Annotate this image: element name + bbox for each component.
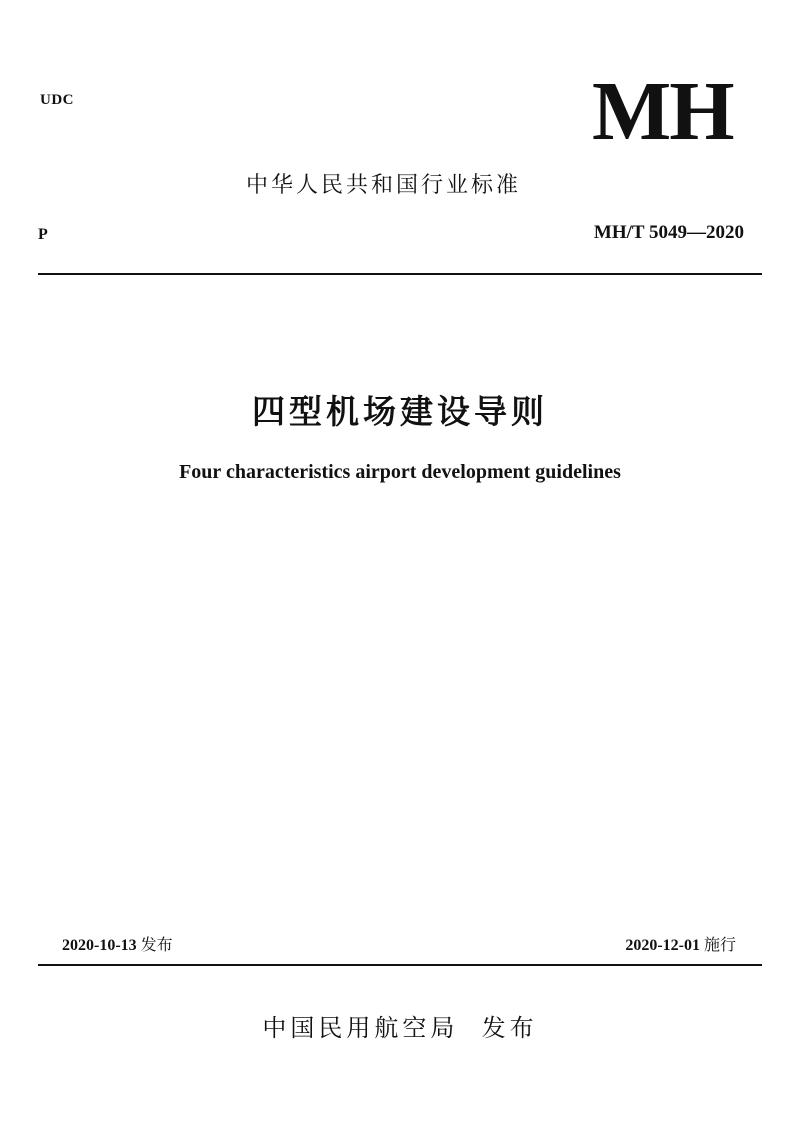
mh-logo: MH <box>592 65 733 158</box>
implement-date-block <box>625 932 736 955</box>
udc-label: UDC <box>40 92 74 108</box>
issuer-line <box>0 1008 800 1043</box>
document-title-english: Four characteristics airport development guidelines <box>179 461 621 483</box>
classification-code: P <box>38 226 48 243</box>
document-title-chinese: 四型机场建设导则 <box>252 392 548 431</box>
implement-label: 施行 <box>703 935 736 954</box>
bottom-divider <box>38 964 762 966</box>
implement-date: 2020-12-01 <box>625 937 700 954</box>
issue-date: 2020-10-13 <box>62 937 137 954</box>
issuer-name: 中国民用航空局 <box>262 1014 459 1042</box>
issue-date-block <box>62 932 173 955</box>
top-divider <box>38 273 762 275</box>
standard-number: MH/T 5049—2020 <box>593 222 744 243</box>
standard-category: 中华人民共和国行业标准 <box>246 173 522 198</box>
issue-label: 发布 <box>140 935 173 954</box>
issuer-action: 发布 <box>481 1014 538 1042</box>
